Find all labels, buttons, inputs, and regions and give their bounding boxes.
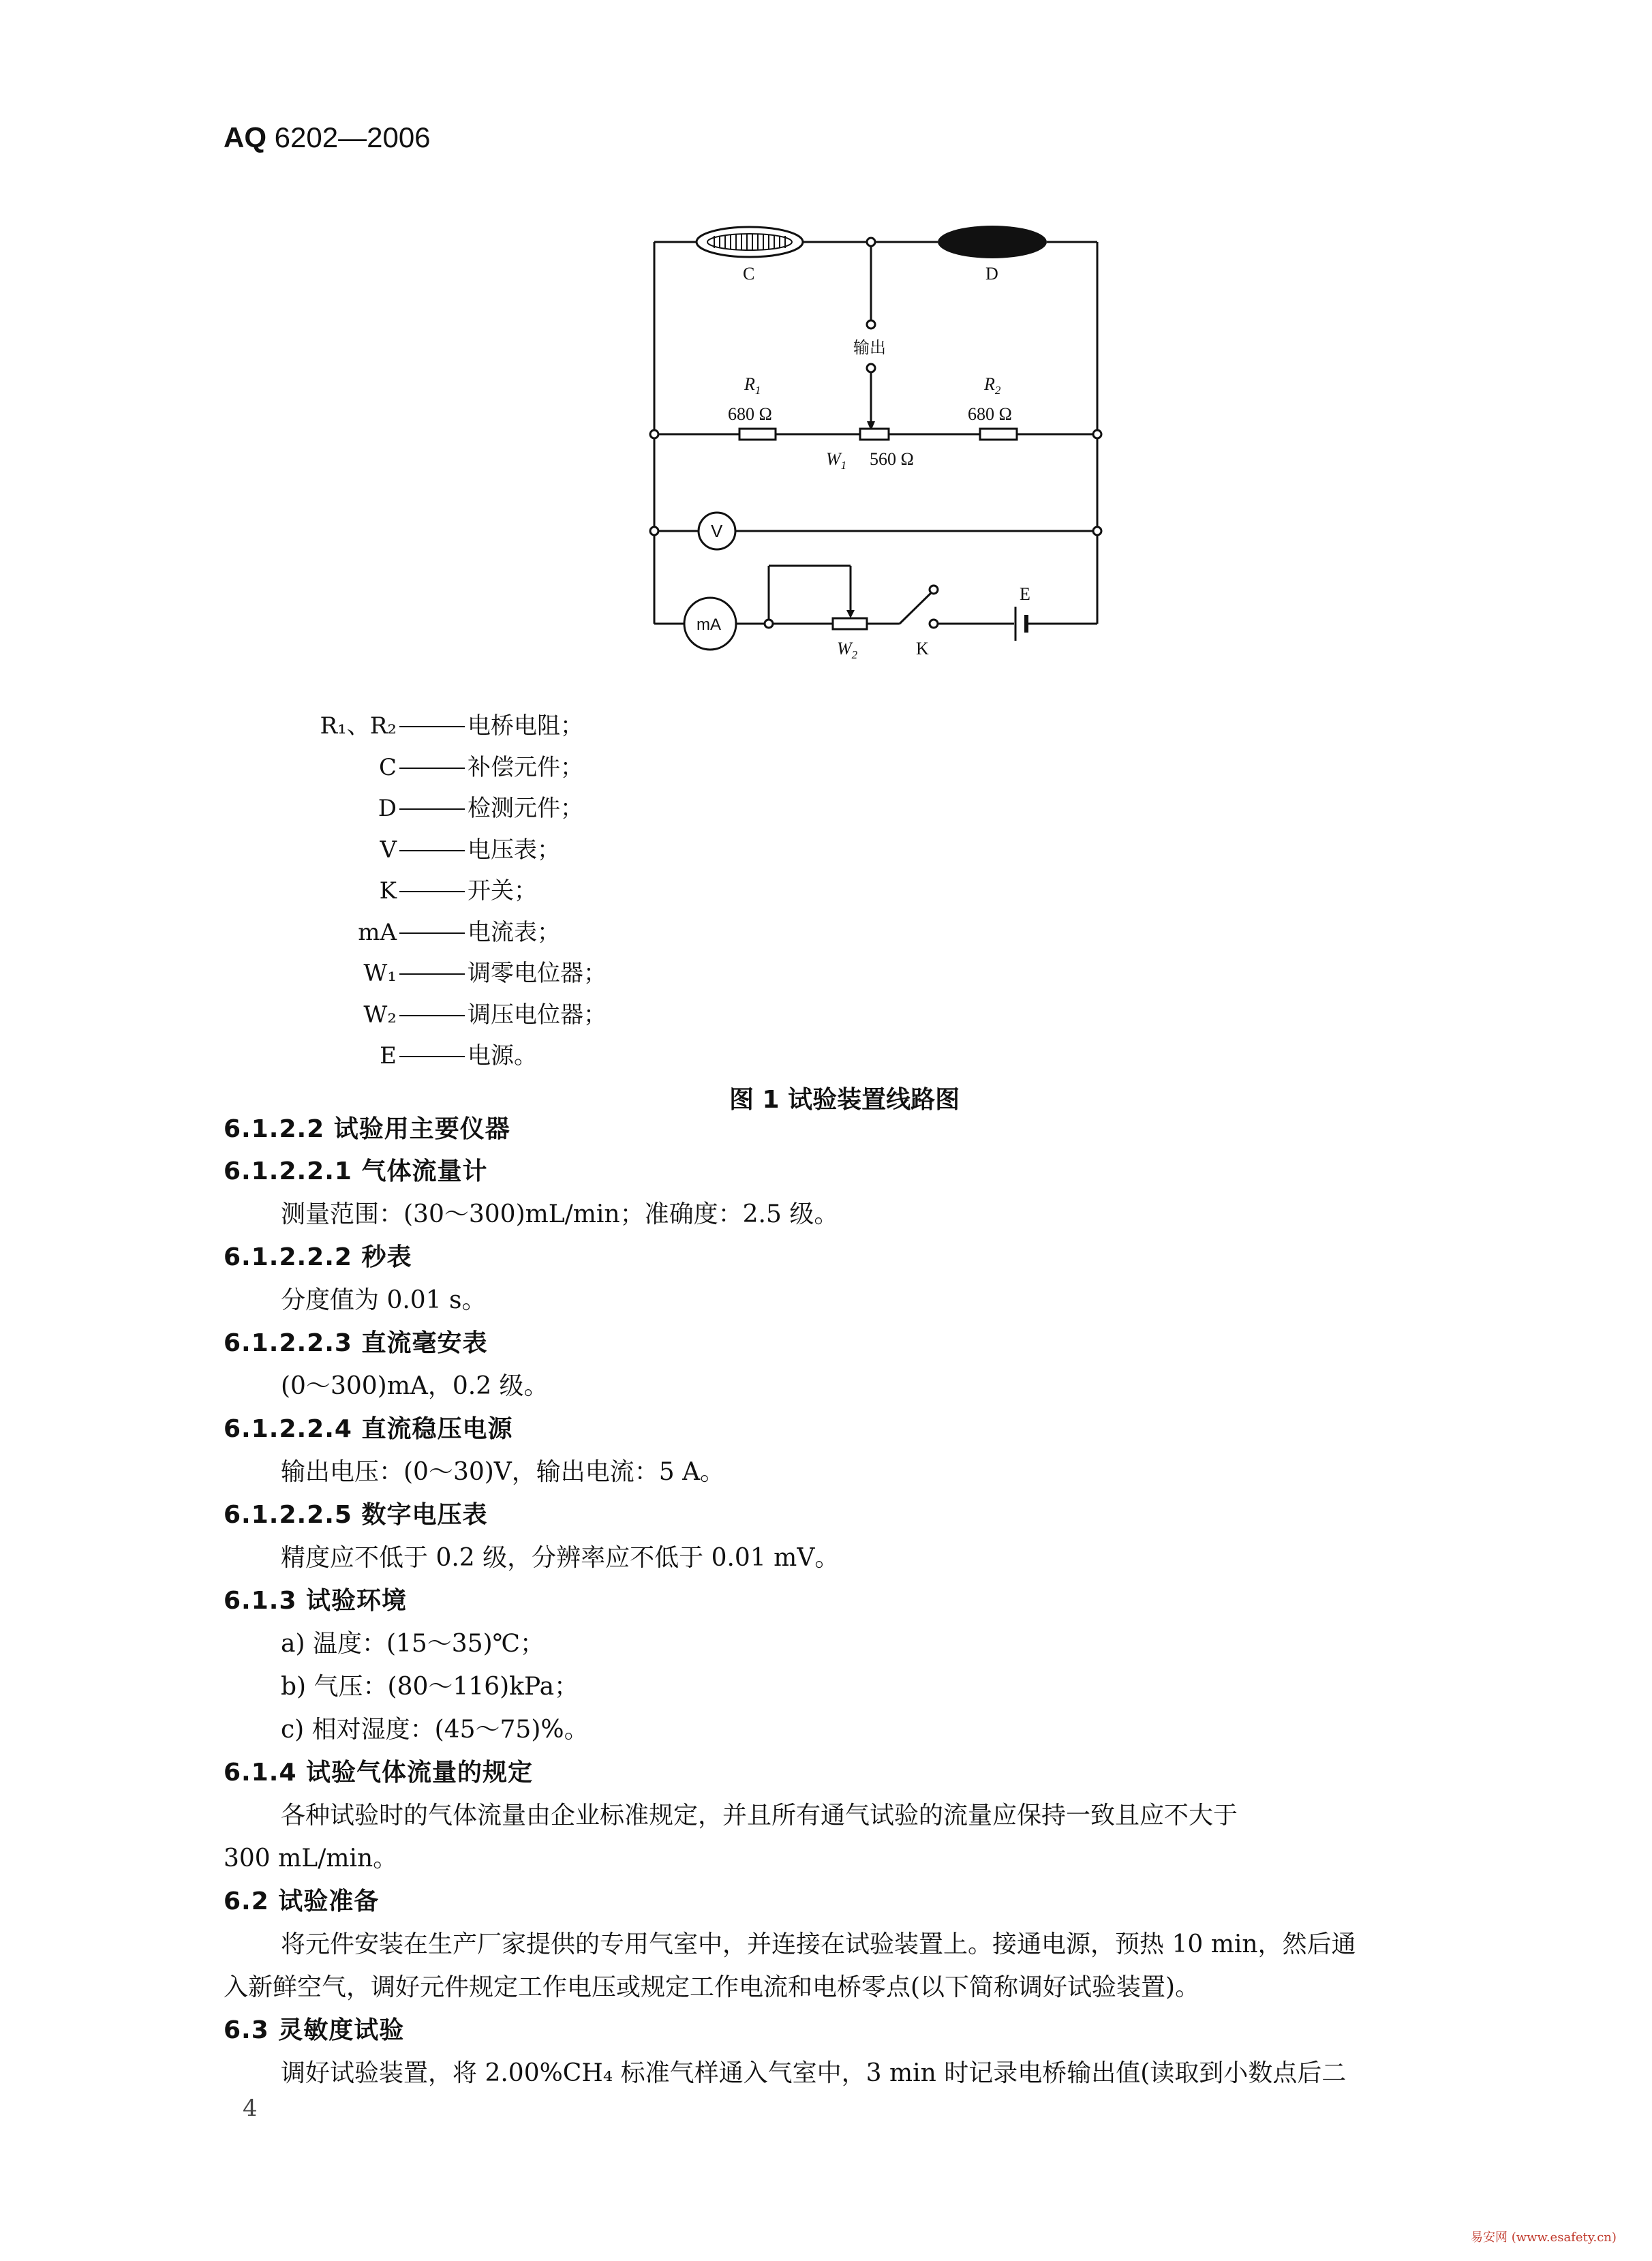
section-heading: 6.2 试验准备 bbox=[224, 1887, 380, 1915]
paragraph-line: 调好试验装置，将 2.00%CH₄ 标准气样通入气室中，3 min 时记录电桥输出值(读取到小数点后二 bbox=[281, 2059, 1347, 2087]
label-c: C bbox=[743, 264, 755, 284]
legend-item bbox=[259, 709, 818, 743]
legend-dash bbox=[399, 850, 465, 851]
legend-description: 调压电位器； bbox=[468, 1001, 607, 1029]
legend-symbol: W₂ bbox=[363, 1001, 397, 1029]
legend-dash bbox=[399, 973, 465, 975]
svg-text:V: V bbox=[711, 521, 723, 541]
figure-caption: 图 1 试验装置线路图 bbox=[729, 1086, 960, 1114]
legend-description: 开关； bbox=[468, 877, 537, 905]
paragraph-line: b) 气压：(80～116)kPa； bbox=[281, 1673, 579, 1701]
paragraph-line: 分度值为 0.01 s。 bbox=[281, 1286, 487, 1314]
detecting-element-d bbox=[938, 226, 1047, 258]
circuit-diagram bbox=[613, 204, 1131, 682]
page-number: 4 bbox=[243, 2095, 258, 2122]
legend-symbol: R₁、R₂ bbox=[320, 712, 397, 740]
svg-text:W2: $W_2$ bbox=[837, 639, 858, 661]
svg-text:E: E bbox=[1020, 584, 1030, 604]
legend-symbol: C bbox=[378, 753, 397, 781]
legend-symbol: mA bbox=[358, 918, 397, 946]
paragraph-line: 各种试验时的气体流量由企业标准规定，并且所有通气试验的流量应保持一致且应不大于 bbox=[281, 1802, 1238, 1830]
section-heading: 6.1.2.2.1 气体流量计 bbox=[224, 1157, 488, 1185]
legend-description: 电压表； bbox=[468, 836, 560, 864]
compensating-element-c bbox=[697, 227, 803, 257]
label-output: 输出 bbox=[853, 338, 886, 357]
label-d: D bbox=[985, 264, 998, 284]
legend-symbol: W₁ bbox=[363, 960, 397, 987]
paragraph-line: 300 mL/min。 bbox=[224, 1845, 398, 1872]
legend-dash bbox=[399, 1015, 465, 1016]
legend-item bbox=[259, 998, 818, 1032]
svg-text:R2: $R_2$ bbox=[984, 374, 1001, 397]
legend-dash bbox=[399, 768, 465, 769]
legend-item bbox=[259, 1039, 818, 1073]
svg-text:W1: $W_1$ bbox=[826, 449, 847, 472]
section-heading: 6.1.2.2.4 直流稳压电源 bbox=[224, 1415, 513, 1443]
potentiometer-w1 bbox=[860, 429, 889, 440]
paragraph-line: a) 温度：(15～35)℃； bbox=[281, 1630, 545, 1658]
paragraph-line: 精度应不低于 0.2 级，分辨率应不低于 0.01 mV。 bbox=[281, 1544, 840, 1572]
svg-text:680 Ω: 680 Ω bbox=[728, 404, 772, 424]
legend-description: 检测元件； bbox=[468, 795, 583, 822]
paragraph-line: 将元件安装在生产厂家提供的专用气室中，并连接在试验装置上。接通电源，预热 10 min，然后通 bbox=[281, 1930, 1356, 1958]
legend-symbol: E bbox=[380, 1042, 397, 1069]
paragraph-line: 入新鲜空气，调好元件规定工作电压或规定工作电流和电桥零点(以下简称调好试验装置)。 bbox=[224, 1973, 1200, 2001]
section-heading: 6.1.2.2 试验用主要仪器 bbox=[224, 1115, 510, 1143]
legend-item bbox=[259, 915, 818, 950]
section-heading: 6.1.2.2.3 直流毫安表 bbox=[224, 1329, 488, 1357]
switch-k bbox=[930, 586, 938, 594]
section-heading: 6.1.3 试验环境 bbox=[224, 1587, 408, 1615]
legend-item bbox=[259, 833, 818, 867]
svg-text:560 Ω: 560 Ω bbox=[870, 449, 914, 469]
legend-symbol: D bbox=[378, 795, 397, 822]
paragraph-line: 测量范围：(30～300)mL/min；准确度：2.5 级。 bbox=[281, 1200, 839, 1228]
legend-description: 调零电位器； bbox=[468, 960, 607, 987]
legend-dash bbox=[399, 1056, 465, 1057]
legend-dash bbox=[399, 891, 465, 892]
paragraph-line: (0～300)mA，0.2 级。 bbox=[281, 1372, 549, 1400]
legend-item bbox=[259, 791, 818, 825]
resistor-r1 bbox=[739, 429, 776, 440]
legend-symbol: V bbox=[380, 836, 397, 864]
document-code: AQ 6202—2006 bbox=[224, 121, 431, 153]
svg-text:K: K bbox=[916, 639, 929, 658]
legend-dash bbox=[399, 808, 465, 810]
potentiometer-w2 bbox=[833, 618, 867, 629]
legend-description: 补偿元件； bbox=[468, 753, 583, 781]
paragraph-line: c) 相对湿度：(45～75)%。 bbox=[281, 1716, 589, 1744]
legend-description: 电源。 bbox=[468, 1042, 537, 1069]
svg-text:680 Ω: 680 Ω bbox=[968, 404, 1012, 424]
section-heading: 6.1.4 试验气体流量的规定 bbox=[224, 1759, 534, 1787]
legend-symbol: K bbox=[379, 877, 397, 905]
watermark: 易安网 (www.esafety.cn) bbox=[1471, 2230, 1617, 2245]
legend-description: 电桥电阻； bbox=[468, 712, 583, 740]
section-heading: 6.3 灵敏度试验 bbox=[224, 2016, 405, 2044]
legend-dash bbox=[399, 726, 465, 727]
legend-dash bbox=[399, 932, 465, 934]
paragraph-line: 输出电压：(0～30)V，输出电流：5 A。 bbox=[281, 1458, 725, 1486]
legend-item bbox=[259, 874, 818, 908]
section-heading: 6.1.2.2.5 数字电压表 bbox=[224, 1501, 488, 1529]
legend-item bbox=[259, 750, 818, 785]
svg-text:mA: mA bbox=[697, 616, 721, 634]
section-heading: 6.1.2.2.2 秒表 bbox=[224, 1243, 412, 1271]
svg-text:R1: $R_1$ bbox=[744, 374, 761, 397]
resistor-r2 bbox=[980, 429, 1017, 440]
legend-description: 电流表； bbox=[468, 918, 560, 946]
legend-item bbox=[259, 956, 818, 990]
